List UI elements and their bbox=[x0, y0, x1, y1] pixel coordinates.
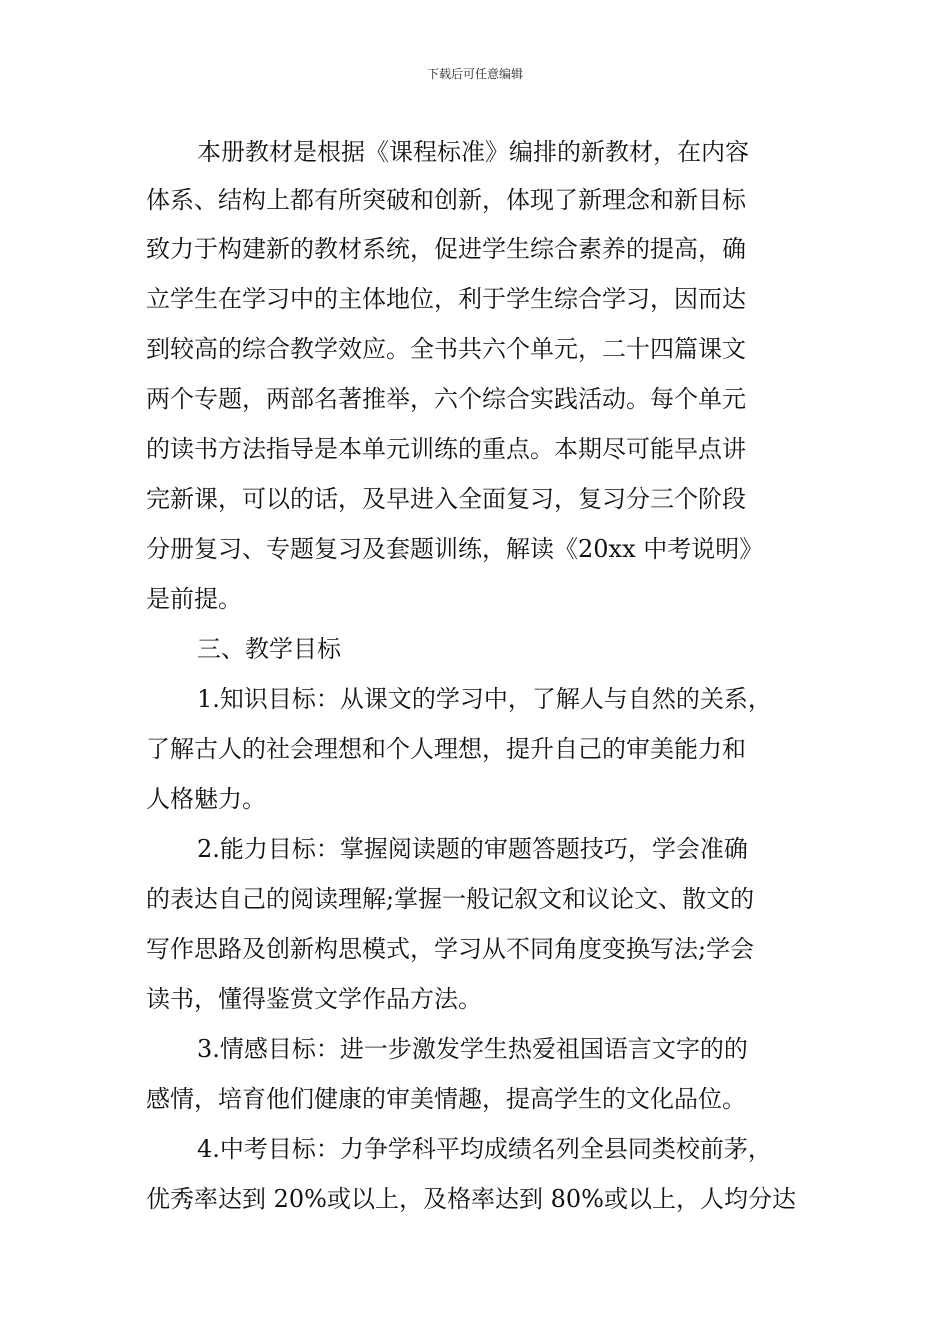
goal-knowledge-line: 1.知识目标：从课文的学习中，了解人与自然的关系， bbox=[197, 685, 772, 713]
goal-ability-line: 的表达自己的阅读理解;掌握一般记叙文和议论文、散文的 bbox=[146, 885, 755, 913]
goal-ability-line: 写作思路及创新构思模式，学习从不同角度变换写法;学会 bbox=[146, 935, 755, 963]
paragraph-intro-line: 立学生在学习中的主体地位，利于学生综合学习，因而达 bbox=[146, 285, 746, 313]
section-heading: 三、教学目标 bbox=[197, 635, 341, 663]
paragraph-intro-line: 体系、结构上都有所突破和创新，体现了新理念和新目标 bbox=[146, 186, 746, 214]
goal-ability-line: 2.能力目标：掌握阅读题的审题答题技巧，学会准确 bbox=[197, 835, 748, 863]
goal-emotion-line: 3.情感目标：进一步激发学生热爱祖国语言文字的的 bbox=[197, 1035, 748, 1063]
goal-ability-line: 读书，懂得鉴赏文学作品方法。 bbox=[146, 985, 482, 1013]
goal-exam-line: 4.中考目标：力争学科平均成绩名列全县同类校前茅， bbox=[197, 1135, 772, 1163]
paragraph-intro-line: 的读书方法指导是本单元训练的重点。本期尽可能早点讲 bbox=[146, 435, 746, 463]
paragraph-intro-line: 完新课，可以的话，及早进入全面复习，复习分三个阶段 bbox=[146, 485, 746, 513]
goal-emotion-line: 感情，培育他们健康的审美情趣，提高学生的文化品位。 bbox=[146, 1085, 746, 1113]
goal-exam-line: 优秀率达到 20%或以上，及格率达到 80%或以上，人均分达 bbox=[146, 1185, 796, 1213]
paragraph-intro-line: 是前提。 bbox=[146, 585, 242, 613]
paragraph-intro-line: 致力于构建新的教材系统，促进学生综合素养的提高，确 bbox=[146, 235, 746, 263]
paragraph-intro-line: 到较高的综合教学效应。全书共六个单元，二十四篇课文 bbox=[146, 335, 746, 363]
goal-knowledge-line: 了解古人的社会理想和个人理想，提升自己的审美能力和 bbox=[146, 735, 746, 763]
paragraph-intro-line: 两个专题，两部名著推举，六个综合实践活动。每个单元 bbox=[146, 385, 746, 413]
page-header-note: 下载后可任意编辑 bbox=[426, 67, 523, 81]
paragraph-intro-line: 分册复习、专题复习及套题训练，解读《20xx 中考说明》 bbox=[146, 535, 764, 563]
goal-knowledge-line: 人格魅力。 bbox=[146, 785, 266, 813]
paragraph-intro-line: 本册教材是根据《课程标准》编排的新教材，在内容 bbox=[197, 138, 749, 166]
